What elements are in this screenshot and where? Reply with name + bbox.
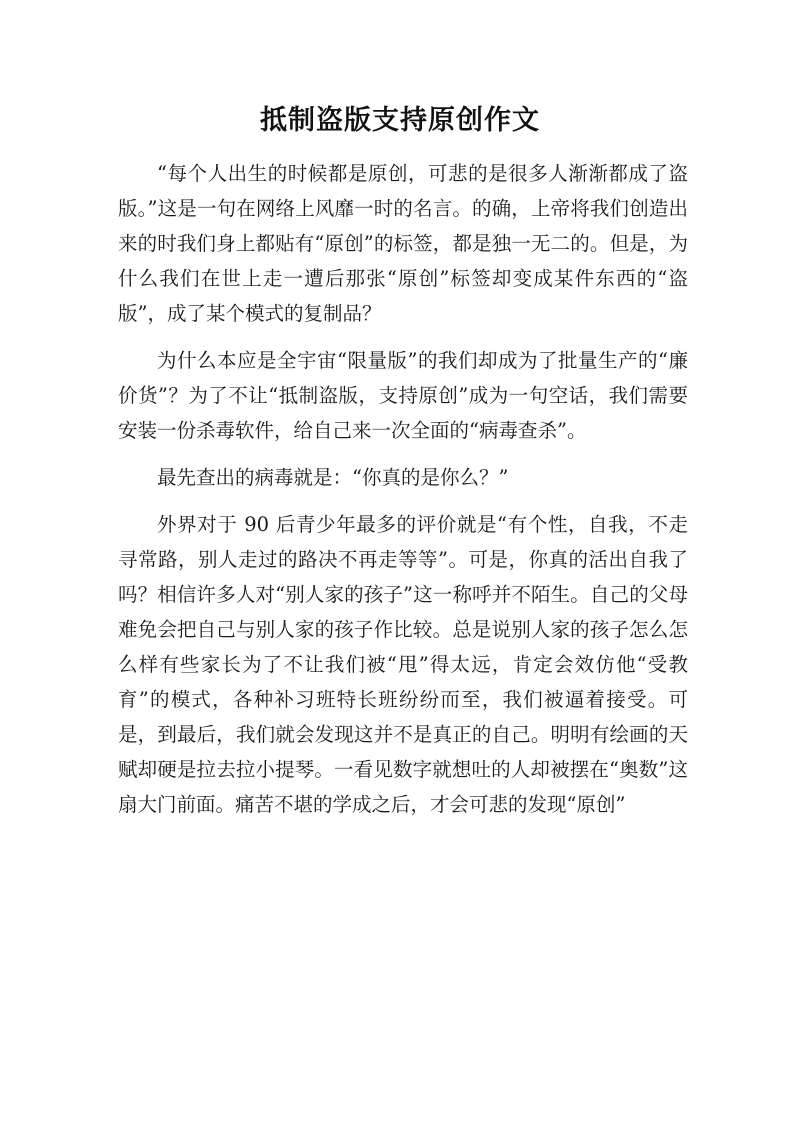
document-body (118, 156, 688, 834)
document-title: 抵制盗版支持原创作文 (260, 105, 540, 136)
paragraph-4: 外界对于 90 后青少年最多的评价就是“有个性，自我，不走寻常路，别人走过的路决不再走等等”。可是，你真的活出自我了吗？相信许多人对“别人家的孩子”这一称呼并不陌生。自己的父母难免会把自己与别人家的孩子作比较。总是说别人家的孩子怎么怎么样有些家长为了不让我们被“甩”得太远，肯定会效仿他“受教育”的模式，各种补习班特长班纷纷而至，我们被逼着接受。可是，到最后，我们就会发现这并不是真正的自己。明明有绘画的天赋却硬是拉去拉小提琴。一看见数字就想吐的人却被摆在“奥数”这扇大门前面。痛苦不堪的学成之后，才会可悲的发现“原创” (118, 513, 688, 816)
paragraph-2: 为什么本应是全宇宙“限量版”的我们却成为了批量生产的“廉价货”？为了不让“抵制盗版，支持原创”成为一句空话，我们需要安装一份杀毒软件，给自己来一次全面的“病毒查杀”。 (118, 349, 688, 442)
paragraph-3: 最先查出的病毒就是：“你真的是你么？” (157, 466, 509, 489)
paragraph-1: “每个人出生的时候都是原创，可悲的是很多人渐渐都成了盗版。”这是一句在网络上风靡一时的名言。的确，上帝将我们创造出来的时我们身上都贴有“原创”的标签，都是独一无二的。但是，为什么我们在世上走一遭后那张“原创”标签却变成某件东西的“盗版”，成了某个模式的复制品？ (118, 162, 688, 325)
